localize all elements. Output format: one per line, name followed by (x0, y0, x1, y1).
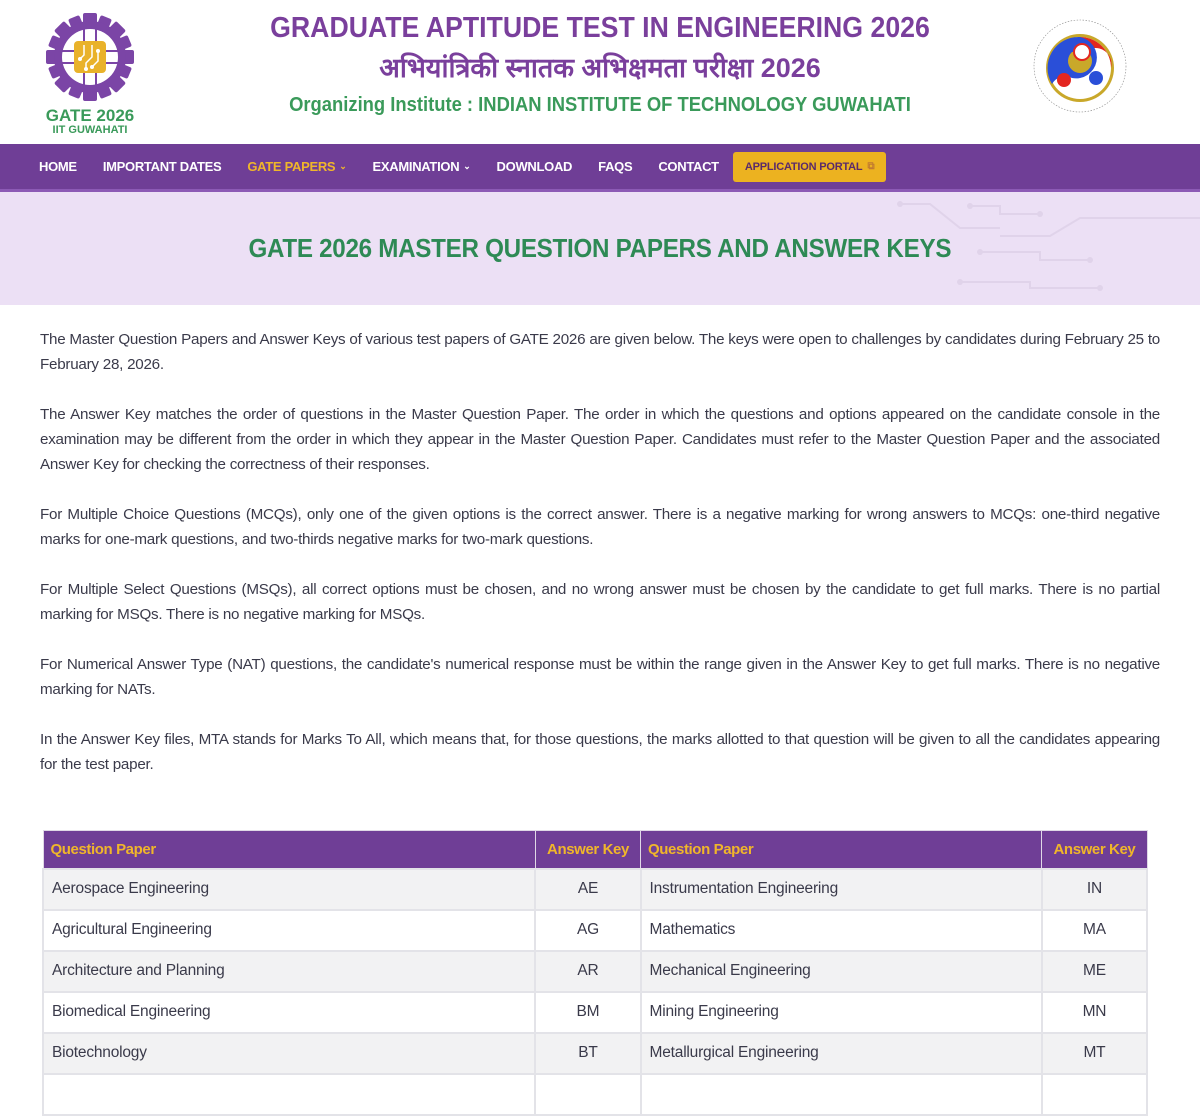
table-row (43, 1074, 1147, 1115)
main-content (0, 305, 1200, 1116)
question-paper-link[interactable]: Instrumentation Engineering (641, 869, 1042, 910)
answer-key-link[interactable]: ME (1042, 951, 1147, 992)
answer-key-link[interactable]: IN (1042, 869, 1147, 910)
site-header (0, 0, 1200, 144)
nav-gate-papers-label: GATE PAPERS (247, 159, 336, 174)
nav-gate-papers[interactable] (247, 159, 346, 174)
nav-contact-label: CONTACT (658, 159, 719, 174)
col-question-paper: Question Paper (641, 831, 1042, 869)
application-portal-button[interactable] (733, 152, 887, 182)
nat-paragraph: For Numerical Answer Type (NAT) questions, the candidate's numerical response must be within the range given in the Answer Key to get full marks. There is no negative marking for NATs. (40, 656, 1160, 698)
chevron-down-icon: ⌄ (339, 161, 347, 171)
nav-faqs-label: FAQS (598, 159, 633, 174)
nav-download-label: DOWNLOAD (496, 159, 573, 174)
answer-key-link[interactable]: BM (535, 992, 640, 1033)
nav-important-dates-label: IMPORTANT DATES (102, 159, 222, 174)
organizing-institute: Organizing Institute : INDIAN INSTITUTE OF TECHNOLOGY GUWAHATI (289, 94, 911, 116)
application-portal-label: APPLICATION PORTAL (744, 160, 863, 173)
main-nav (0, 144, 1200, 192)
nav-examination[interactable] (373, 159, 471, 174)
nav-examination-label: EXAMINATION (372, 159, 460, 174)
table-row (43, 869, 1147, 910)
nav-home-label: HOME (39, 159, 77, 174)
answer-key-link[interactable]: AE (535, 869, 640, 910)
answer-key-order-paragraph: The Answer Key matches the order of questions in the Master Question Paper. The order in which the questions and options appeared on the candidate console in the examination may be different from the order in which they appear in the Master Question Paper. Candidates must refer to the Master Question Paper and the associated Answer Key for checking the correctness of their responses. (40, 406, 1160, 473)
table-row (43, 910, 1147, 951)
question-paper-link[interactable]: Mathematics (641, 910, 1042, 951)
logo-subtitle: IIT GUWAHATI (52, 124, 128, 136)
table-row (43, 992, 1147, 1033)
question-paper-link[interactable]: Mechanical Engineering (641, 951, 1042, 992)
answer-key-link[interactable]: MA (1042, 910, 1147, 951)
intro-paragraph: The Master Question Papers and Answer Keys of various test papers of GATE 2026 are given below. The keys were open to challenges by candidates during February 25 to February 28, 2026. (40, 331, 1160, 373)
answer-key-link[interactable]: AR (535, 951, 640, 992)
nav-home[interactable] (39, 159, 77, 174)
answer-key-link[interactable] (1042, 1074, 1147, 1115)
external-link-icon: ⧉ (867, 161, 875, 172)
question-paper-link[interactable]: Mining Engineering (641, 992, 1042, 1033)
question-paper-link[interactable]: Metallurgical Engineering (641, 1033, 1042, 1074)
col-answer-key: Answer Key (1042, 831, 1147, 869)
mta-paragraph: In the Answer Key files, MTA stands for Marks To All, which means that, for those questions, the marks allotted to that question will be given to all the candidates appearing for the test paper. (40, 731, 1160, 773)
col-question-paper: Question Paper (43, 831, 535, 869)
header-titles (0, 10, 1200, 118)
question-paper-link[interactable]: Biotechnology (43, 1033, 535, 1074)
table-row (43, 1033, 1147, 1074)
question-paper-link[interactable]: Agricultural Engineering (43, 910, 535, 951)
title-hindi: अभियांत्रिकी स्नातक अभिक्षमता परीक्षा 2026 (379, 53, 821, 83)
nav-download[interactable] (497, 159, 573, 174)
page-title: GATE 2026 MASTER QUESTION PAPERS AND ANSWER KEYS (248, 233, 952, 263)
chevron-down-icon: ⌄ (463, 161, 471, 171)
msq-paragraph: For Multiple Select Questions (MSQs), all correct options must be chosen, and no wrong answer must be chosen by the candidate to get full marks. There is no partial marking for MSQs. There is no negative marking for MSQs. (40, 581, 1160, 623)
mcq-paragraph: For Multiple Choice Questions (MCQs), only one of the given options is the correct answer. There is a negative marking for wrong answers to MCQs: one-third negative marks for one-mark questions, and two-thirds negative marks for two-mark questions. (40, 506, 1160, 548)
logo-title: GATE 2026 (45, 106, 135, 125)
iitg-emblem-icon[interactable] (1032, 18, 1128, 114)
question-paper-link[interactable] (43, 1074, 535, 1115)
table-header-row (43, 831, 1147, 869)
question-paper-link[interactable]: Biomedical Engineering (43, 992, 535, 1033)
answer-key-link[interactable]: MT (1042, 1033, 1147, 1074)
col-answer-key: Answer Key (535, 831, 640, 869)
nav-important-dates[interactable] (103, 159, 222, 174)
question-paper-link[interactable]: Architecture and Planning (43, 951, 535, 992)
answer-key-link[interactable]: AG (535, 910, 640, 951)
question-paper-link[interactable] (641, 1074, 1042, 1115)
question-paper-link[interactable]: Aerospace Engineering (43, 869, 535, 910)
nav-contact[interactable] (658, 159, 718, 174)
title-english: GRADUATE APTITUDE TEST IN ENGINEERING 2026 (270, 12, 930, 44)
answer-key-link[interactable] (535, 1074, 640, 1115)
table-row (43, 951, 1147, 992)
answer-key-link[interactable]: BT (535, 1033, 640, 1074)
papers-table (42, 830, 1148, 1116)
answer-key-link[interactable]: MN (1042, 992, 1147, 1033)
page-banner (0, 192, 1200, 305)
nav-faqs[interactable] (598, 159, 632, 174)
